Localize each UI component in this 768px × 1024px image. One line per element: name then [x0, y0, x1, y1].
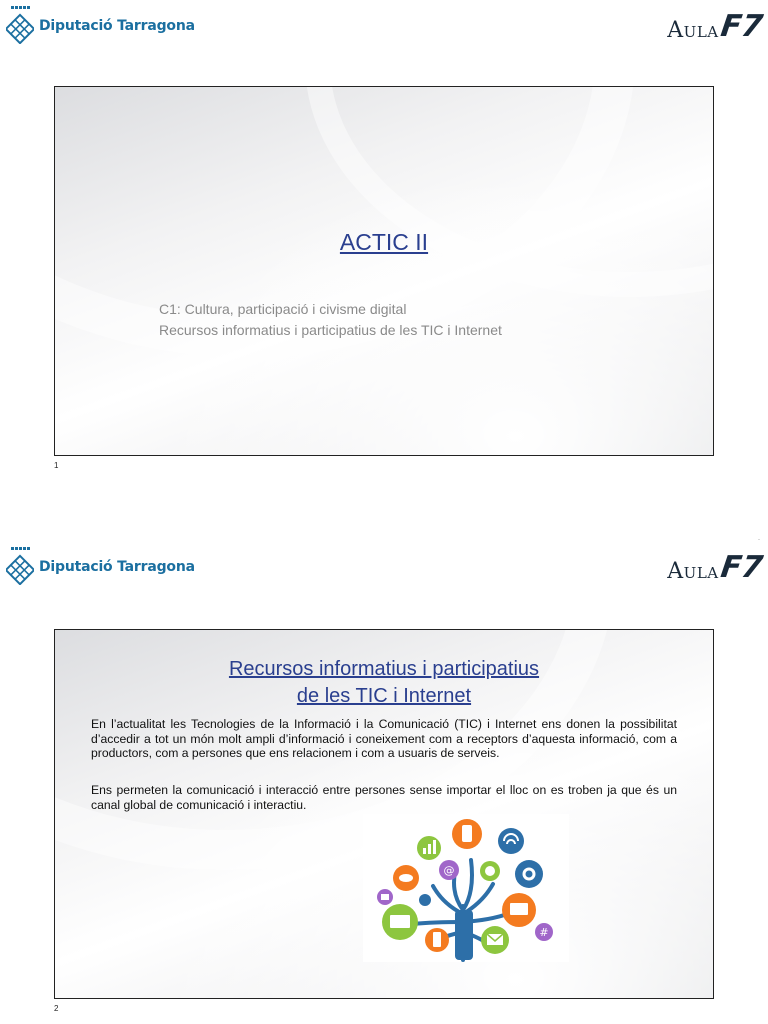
- slide-2: [54, 629, 714, 999]
- diputacio-logo-icon: [6, 545, 34, 585]
- diputacio-logo-icon: [6, 4, 34, 44]
- slide-title: [55, 656, 713, 710]
- f7-mark: F7: [718, 550, 765, 585]
- aula-text: Aula: [667, 18, 719, 43]
- aula-f7-logo: [667, 9, 765, 44]
- brand-name: Diputació Tarragona: [39, 18, 195, 34]
- svg-text:@: @: [443, 864, 455, 877]
- title-line: de les TIC i Internet: [296, 685, 472, 707]
- subtitle-line: Recursos informatius i participatius de les TIC i Internet: [159, 322, 502, 338]
- page-number: 1: [54, 461, 59, 470]
- aula-text: Aula: [667, 559, 719, 584]
- title-line: Recursos informatius i participatius: [228, 658, 540, 680]
- aula-f7-logo: [667, 550, 765, 585]
- page-number: 2: [54, 1004, 59, 1013]
- svg-text:#: #: [539, 926, 549, 939]
- subtitle-line: C1: Cultura, participació i civisme digital: [159, 301, 407, 317]
- technology-tree-illustration: [363, 814, 569, 962]
- corner-mark: ·: [758, 537, 760, 543]
- slide-title: ACTIC II: [339, 229, 429, 255]
- diputacio-logo: [6, 545, 195, 585]
- slide-1: [54, 86, 714, 456]
- paragraph: En l’actualitat les Tecnologies de la Informació i la Comunicació (TIC) i Internet ens donen la possibilitat d’accedir a tot un món molt ampli d’informació i coneixement com a receptors d’aquesta informació, com a productors, com a persones que ens relacionem i com a usuaris de serveis.: [91, 717, 677, 760]
- diputacio-logo: [6, 4, 195, 44]
- brand-name: Diputació Tarragona: [39, 559, 195, 575]
- f7-mark: F7: [718, 9, 765, 44]
- paragraph: Ens permeten la comunicació i interacció entre persones sense importar el lloc on es troben ja que és un canal global de comunicació i interactiu.: [91, 783, 677, 812]
- slide-subtitle: [159, 299, 502, 341]
